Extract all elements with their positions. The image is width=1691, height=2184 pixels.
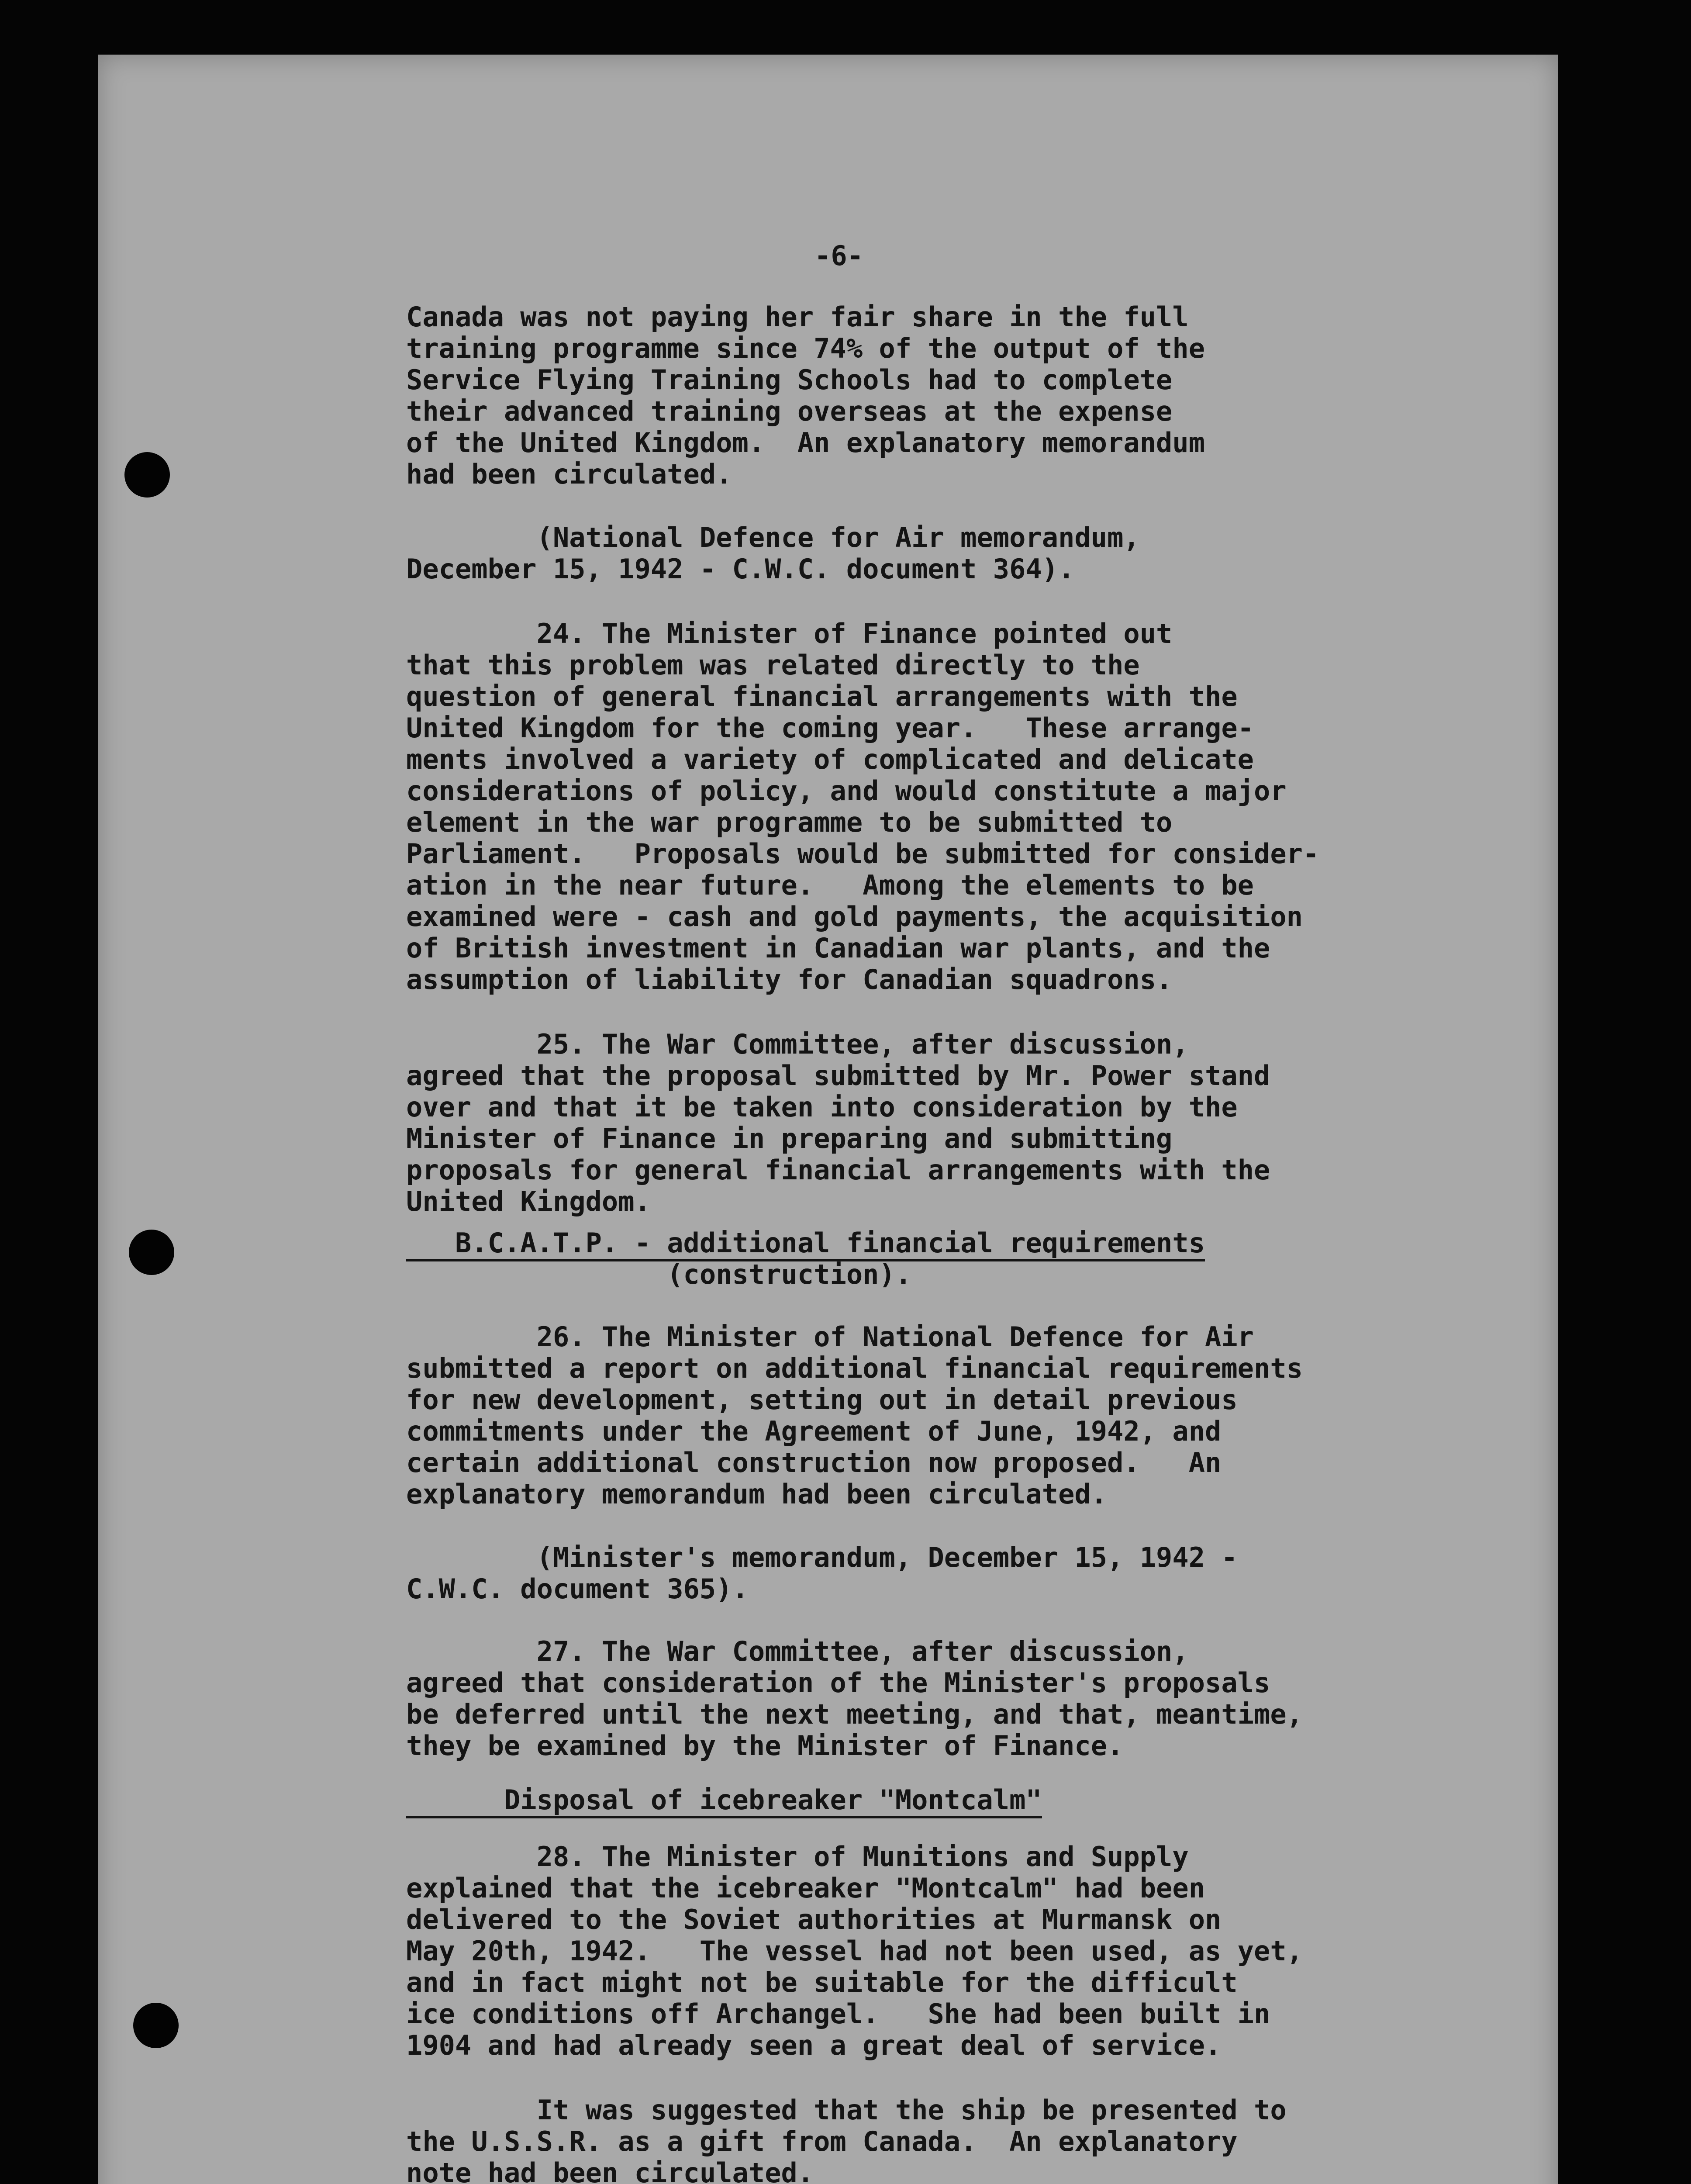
text-line: had been circulated.	[406, 458, 732, 490]
text-line: (Minister's memorandum, December 15, 1942 -	[406, 1541, 1238, 1573]
text-line: assumption of liability for Canadian squadrons.	[406, 964, 1173, 995]
text-line: explanatory memorandum had been circulated.	[406, 1478, 1108, 1510]
text-line: It was suggested that the ship be presented to	[406, 2094, 1287, 2126]
text-line: delivered to the Soviet authorities at Murmansk on	[406, 1904, 1222, 1935]
text-line: ments involved a variety of complicated and delicate	[406, 743, 1254, 775]
text-line: certain additional construction now proposed. An	[406, 1447, 1222, 1479]
text-line: proposals for general financial arrangements with the	[406, 1154, 1270, 1186]
text-line: of British investment in Canadian war plants, and the	[406, 932, 1270, 964]
text-line: they be examined by the Minister of Finance.	[406, 1730, 1124, 1762]
text-line: explained that the icebreaker "Montcalm" had been	[406, 1872, 1205, 1904]
text-line: training programme since 74% of the output of the	[406, 332, 1205, 364]
text-line: Parliament. Proposals would be submitted for consider-	[406, 838, 1319, 870]
section-heading: Disposal of icebreaker "Montcalm"	[406, 1784, 1042, 1818]
text-line: 1904 and had already seen a great deal of service.	[406, 2029, 1222, 2061]
typed-text	[406, 55, 1542, 2184]
text-line: 26. The Minister of National Defence for Air	[406, 1321, 1254, 1353]
section-heading-continued: (construction).	[406, 1258, 912, 1290]
text-line: their advanced training overseas at the expense	[406, 395, 1173, 427]
text-line: May 20th, 1942. The vessel had not been used, as yet,	[406, 1935, 1303, 1967]
text-line: Canada was not paying her fair share in the full	[406, 301, 1189, 333]
text-line: commitments under the Agreement of June, 1942, and	[406, 1415, 1222, 1447]
text-line: for new development, setting out in detail previous	[406, 1384, 1238, 1416]
text-line: the U.S.S.R. as a gift from Canada. An explanatory	[406, 2125, 1238, 2157]
text-line: examined were - cash and gold payments, the acquisition	[406, 901, 1303, 933]
section-heading: B.C.A.T.P. - additional financial requirements	[406, 1227, 1205, 1261]
text-line: of the United Kingdom. An explanatory memorandum	[406, 427, 1205, 459]
text-line: question of general financial arrangements with the	[406, 681, 1238, 712]
text-line: United Kingdom.	[406, 1185, 651, 1217]
text-line: 24. The Minister of Finance pointed out	[406, 618, 1173, 650]
text-line: considerations of policy, and would constitute a major	[406, 775, 1287, 807]
text-line: 27. The War Committee, after discussion,	[406, 1635, 1189, 1667]
text-line: that this problem was related directly to the	[406, 649, 1140, 681]
text-line: December 15, 1942 - C.W.C. document 364).	[406, 553, 1075, 585]
text-line: 25. The War Committee, after discussion,	[406, 1028, 1189, 1060]
text-line: note had been circulated.	[406, 2157, 814, 2184]
text-line: (National Defence for Air memorandum,	[406, 522, 1140, 553]
text-line: 28. The Minister of Munitions and Supply	[406, 1841, 1189, 1873]
text-line: over and that it be taken into consideration by the	[406, 1091, 1238, 1123]
text-line: be deferred until the next meeting, and that, meantime,	[406, 1698, 1303, 1730]
binder-hole-top	[124, 452, 170, 498]
text-line: ation in the near future. Among the elements to be	[406, 869, 1254, 901]
binder-hole-bottom	[133, 2003, 179, 2048]
text-line: submitted a report on additional financial requirements	[406, 1352, 1303, 1384]
text-line: element in the war programme to be submitted to	[406, 806, 1173, 838]
binder-hole-middle	[129, 1230, 174, 1275]
text-line: C.W.C. document 365).	[406, 1573, 749, 1605]
text-line: agreed that consideration of the Minister's proposals	[406, 1667, 1270, 1699]
page-number: -6-	[814, 240, 863, 272]
text-line: agreed that the proposal submitted by Mr. Power stand	[406, 1060, 1270, 1092]
text-line: ice conditions off Archangel. She had been built in	[406, 1998, 1270, 2030]
text-line: United Kingdom for the coming year. These arrange-	[406, 712, 1254, 744]
document-page	[98, 55, 1558, 2184]
text-line: Service Flying Training Schools had to complete	[406, 364, 1173, 396]
text-line: Minister of Finance in preparing and submitting	[406, 1123, 1173, 1154]
text-line: and in fact might not be suitable for the difficult	[406, 1966, 1238, 1998]
